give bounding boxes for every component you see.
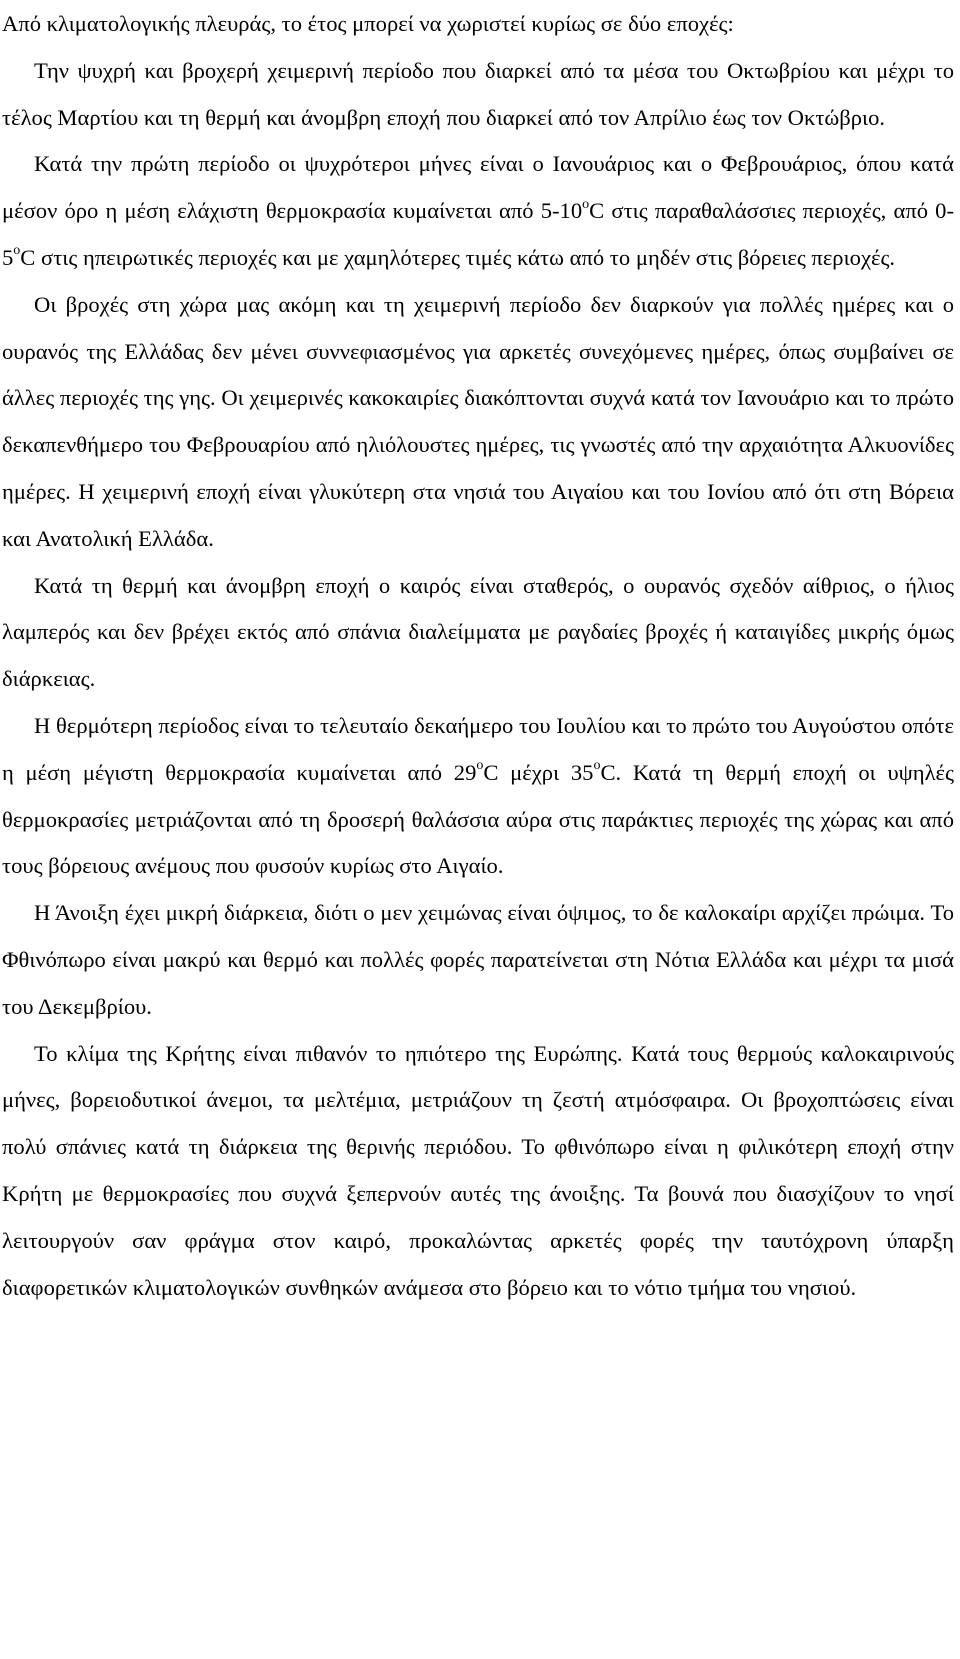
paragraph-seasons <box>2 48 954 142</box>
paragraph-hottest-period <box>2 703 954 890</box>
text-run: Κατά την πρώτη περίοδο οι ψυχρότεροι μήνες είναι ο Ιανουάριος και ο Φεβρουάριος, όπου κατά μέσον όρο η μέση ελάχιστη θερμοκρασία κυμαίνεται από 5-10 <box>2 151 954 224</box>
paragraph-winter-rain <box>2 282 954 563</box>
degree-superscript: ο <box>13 243 21 259</box>
text-run: Η Άνοιξη έχει μικρή διάρκεια, διότι ο μεν χειμώνας είναι όψιμος, το δε καλοκαίρι αρχίζει πρώιμα. Το Φθινόπωρο είναι μακρύ και θερμό και πολλές φορές παρατείνεται στη Νότια Ελλάδα και μέχρι τα μισά του Δεκεμβρίου. <box>2 900 954 1019</box>
degree-superscript: ο <box>593 758 601 774</box>
paragraph-crete-climate <box>2 1031 954 1312</box>
text-run: Οι βροχές στη χώρα μας ακόμη και τη χειμερινή περίοδο δεν διαρκούν για πολλές ημέρες και ο ουρανός της Ελλάδας δεν μένει συννεφιασμένος για αρκετές συνεχόμενες ημέρες, όπως συμβαίνει σε άλλες περιοχές της γης. Οι χειμερινές κακοκαιρίες διακόπτονται συχνά κατά τον Ιανουάριο και το πρώτο δεκαπενθήμερο του Φεβρουαρίου από ηλιόλουστες ημέρες, τις γνωστές από την αρχαιότητα Αλκυονίδες ημέρες. Η χειμερινή εποχή είναι γλυκύτερη στα νησιά του Αιγαίου και του Ιονίου από ότι στη Βόρεια και Ανατολική Ελλάδα. <box>2 291 954 551</box>
text-run: Την ψυχρή και βροχερή χειμερινή περίοδο που διαρκεί από τα μέσα του Οκτωβρίου και μέχρι το τέλος Μαρτίου και τη θερμή και άνομβρη εποχή που διαρκεί από τον Απρίλιο έως τον Οκτώβριο. <box>2 57 954 130</box>
text-run: C στις παραθαλάσσιες περιοχές, από 0-5 <box>2 198 955 270</box>
text-run: Η θερμότερη περίοδος είναι το τελευταίο δεκαήμερο του Ιουλίου και το πρώτο του Αυγούστου οπότε η μέση μέγιστη θερμοκρασία κυμαίνεται από 29 <box>2 712 954 785</box>
document-body <box>2 0 954 1311</box>
text-run: C στις ηπειρωτικές περιοχές και με χαμηλότερες τιμές κάτω από το μηδέν στις βόρειες περιοχές. <box>20 244 896 270</box>
text-run: C. Κατά τη θερμή εποχή οι υψηλές θερμοκρασίες μετριάζονται από τη δροσερή θαλάσσια αύρα στις παράκτιες περιοχές της χώρας και από τους βόρειους ανέμους που φυσούν κυρίως στο Αιγαίο. <box>2 759 954 879</box>
text-run: Το κλίμα της Κρήτης είναι πιθανόν το ηπιότερο της Ευρώπης. Κατά τους θερμούς καλοκαιρινούς μήνες, βορειοδυτικοί άνεμοι, τα μελτέμια, μετριάζουν τη ζεστή ατμόσφαιρα. Οι βροχοπτώσεις είναι πολύ σπάνιες κατά τη διάρκεια της θερινής περιόδου. Το φθινόπωρο είναι η φιλικότερη εποχή στην Κρήτη με θερμοκρασίες που συχνά ξεπερνούν αυτές της άνοιξης. Τα βουνά που διασχίζουν το νησί λειτουργούν σαν φράγμα στον καιρό, προκαλώντας αρκετές φορές την ταυτόχρονη ύπαρξη διαφορετικών κλιματολογικών συνθηκών ανάμεσα στο βόρειο και το νότιο τμήμα του νησιού. <box>2 1040 954 1300</box>
paragraph-dry-season <box>2 563 954 703</box>
paragraph-spring-autumn <box>2 890 954 1030</box>
degree-superscript: ο <box>582 196 590 212</box>
text-run: C μέχρι 35 <box>483 759 594 785</box>
paragraph-intro <box>2 1 954 48</box>
text-run: Από κλιματολογικής πλευράς, το έτος μπορεί να χωριστεί κυρίως σε δύο εποχές: <box>2 11 734 36</box>
paragraph-winter-temperatures <box>2 141 954 281</box>
degree-superscript: ο <box>476 758 484 774</box>
text-run: Κατά τη θερμή και άνομβρη εποχή ο καιρός είναι σταθερός, ο ουρανός σχεδόν αίθριος, ο ήλιος λαμπερός και δεν βρέχει εκτός από σπάνια διαλείμματα με ραγδαίες βροχές ή καταιγίδες μικρής όμως διάρκειας. <box>2 572 954 692</box>
